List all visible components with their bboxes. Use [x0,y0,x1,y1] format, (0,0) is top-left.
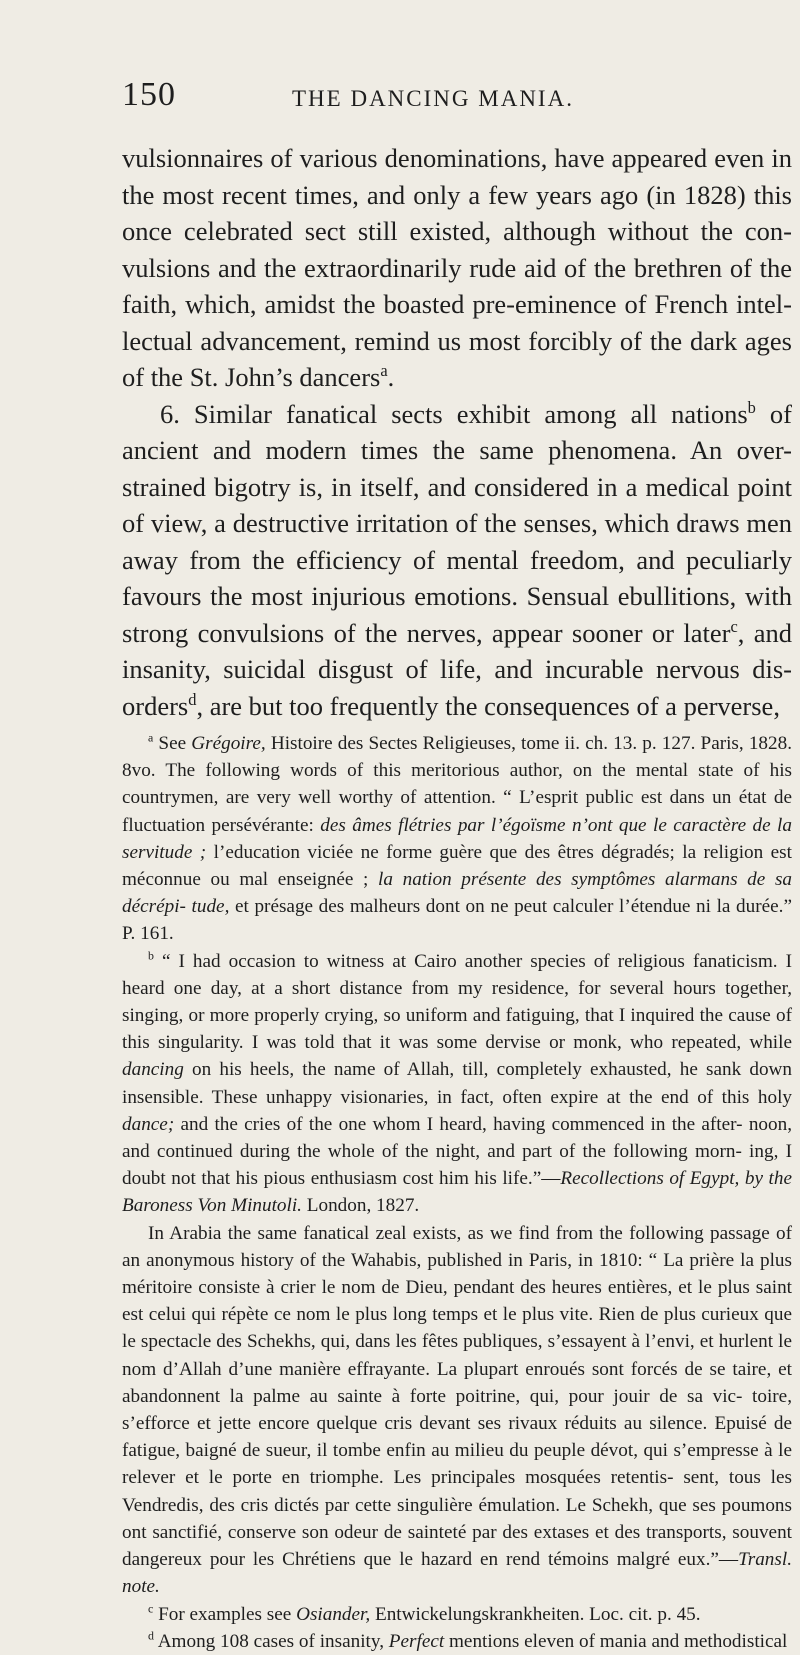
footnote-c [122,1601,792,1628]
footnote-marker: a [148,730,154,745]
paragraph-text: of ancient and modern times the same phenomena. An over- strained bigotry is, in itself, and considered in a medical point of view, a destructive irritation of the senses, which draws men away from the efficiency of mental freedom, and peculiarly favours the most injurious emotions. Sensual ebullitions, with strong convulsions of the nerves, appear sooner or later [122,398,793,648]
footnote-text: on his heels, the name of Allah, till, completely exhausted, he sank down insensible. These unhappy visionaries, in fact, often expire at the end of this holy [122,1059,792,1108]
footnote-italic: Recollections of Egypt, by the Baroness Von Minutoli. [122,1168,792,1217]
paragraph-text: , and insanity, suicidal disgust of life, and incurable nervous dis- orders [122,617,792,721]
footnote-italic: Osiander, [296,1603,371,1625]
footnote-italic: dancing [122,1059,184,1081]
footnote-ref-d: d [188,689,197,709]
footnote-text: For examples see [153,1603,297,1625]
footnote-text: mentions eleven of mania and methodistical [444,1630,788,1652]
paragraph-continuation [122,140,792,396]
footnote-text: Entwickelungskrankheiten. Loc. cit. p. 45. [370,1603,701,1625]
footnote-italic: des âmes flétries par l’égoïsme n’ont que le caractère de la servitude ; [122,814,792,863]
page-number: 150 [122,76,176,113]
footnote-text: Among 108 cases of insanity, [153,1630,389,1652]
footnote-italic: Perfect [388,1630,445,1652]
footnote-text: Histoire des Sectes Religieuses, tome ii. ch. 13. p. 127. Paris, 1828. 8vo. The following words of this meritorious author, on the mental state of his countrymen, are very well worthy of attention. “ L’esprit public est dans un état de fluctuation persévérante: [122,733,792,836]
running-head: THE DANCING MANIA. [292,86,574,111]
footnote-text: et présage des malheurs dont on ne peut calculer l’étendue ni la durée.” P. 161. [122,896,792,945]
footnote-d [122,1628,792,1655]
footnote-italic: Transl. note. [122,1549,792,1598]
footnote-ref-a: a [380,361,388,381]
footnote-italic: Grégoire, [191,733,266,754]
paragraph-end: . [387,362,395,392]
footnote-b-continuation [122,1220,792,1601]
paragraph-text: vulsionnaires of various denominations, have appeared even in the most recent times, and only a few years ago (in 1828) this once celebrated sect still existed, although without the con- vulsions and the extraordinarily rude aid of the brethren of the faith, which, amidst the boasted pre-eminence of French intel- lectual advancement, remind us most forcibly of the dark ages of the St. John’s dancers [122,143,792,392]
footnote-b [122,948,792,1220]
footnote-text: and the cries of the one whom I heard, having commenced in the after- noon, and continued during the whole of the night, and part of the following morn- ing, I doubt not that his pious enthusiasm cost him his life.”— [122,1113,792,1190]
footnote-a [122,730,792,948]
paragraph-text: 6. Similar fanatical sects exhibit among all nations [160,398,748,429]
footnote-marker: d [148,1628,154,1643]
footnote-text: In Arabia the same fanatical zeal exists, as we find from the following passage of an anonymous history of the Wahabis, published in Paris, in 1810: “ La prière la plus méritoire consiste à crier le nom de Dieu, pendant des heures entières, et le plus saint est celui qui répète ce nom le plus long temps et le plus vite. Rien de plus curieux que le spectacle des Schekhs, qui, dans les fêtes publiques, s’essayent à l’envi, et hurlent le nom d’Allah d’une manière effrayante. La plupart enroués sont forcés de se taire, et abandonnent la palme au sainte à forte poitrine, qui, pour jouir de sa vic- toire, s’efforce et jette encore quelque cris devant ses rivaux réduits au silence. Epuisé de fatigue, baigné de sueur, il tombe enfin au milieu du peuple dévot, qui s’empresse à le relever et le porte en triomphe. Les principales mosquées retentis- sent, tous les Vendredis, des cris dictés par cette singulière émulation. Le Schekh, que ses poumons ont sanctifié, conserve son odeur de sainteté par des extases et des transports, souvent dangereux pour les Chrétiens que le hazard en rend témoins malgré eux.”— [122,1222,792,1571]
footnote-ref-b: b [747,397,756,417]
footnote-ref-c: c [730,616,738,636]
paragraph-text: , are but too frequently the consequences of a perverse, [196,690,780,721]
footnote-text: “ I had occasion to witness at Cairo another species of religious fanaticism. I heard one day, at a short distance from my residence, for several hours together, singing, or more properly crying, so uniform and fatiguing, that I inquired the cause of this singularity. I was told that it was some dervise or monk, who repeated, while [122,950,792,1054]
footnote-text: London, 1827. [301,1195,420,1217]
footnote-text: See [153,733,192,754]
footnote-text: l’education viciée ne forme guère que des êtres dégradés; la religion est méconnue ou mal enseignée ; [122,841,792,891]
page-body [122,140,792,1655]
footnote-marker: c [148,1601,154,1616]
footnotes [122,730,792,1655]
paragraph-6 [122,396,792,725]
footnote-marker: b [148,948,154,963]
page-header [122,76,764,116]
footnote-italic: la nation présente des symptômes alarmans de sa décrépi- tude, [122,869,793,918]
footnote-italic: dance; [122,1113,175,1135]
